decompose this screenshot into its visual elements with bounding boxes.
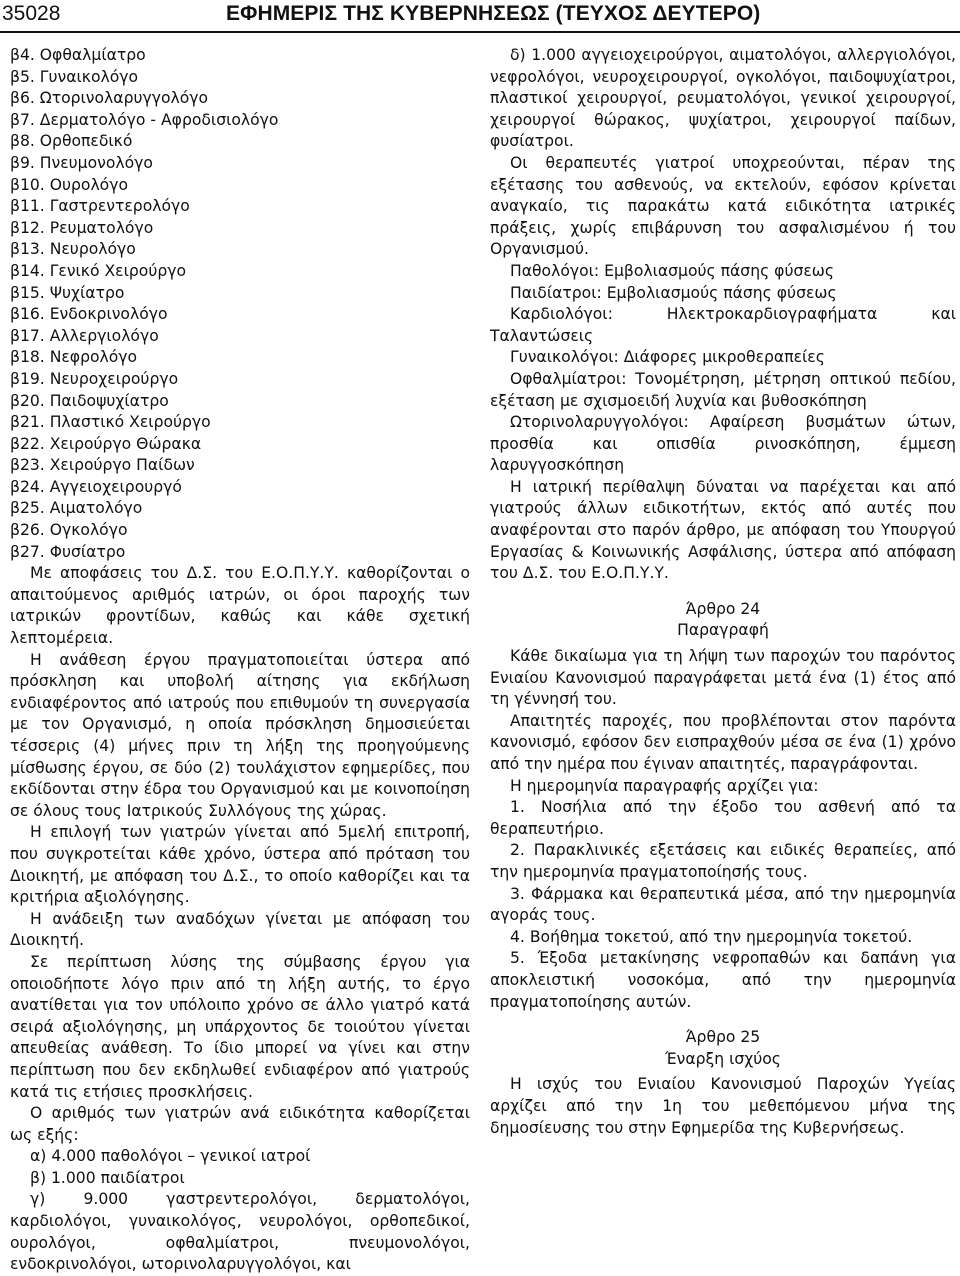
list-item: β12. Ρευματολόγο <box>10 218 154 237</box>
paragraph: Ωτορινολαρυγγολόγοι: Αφαίρεση βυσμάτων ώτων, προσθία και οπισθία ρινοσκόπηση, έμμεση λαρυγγοσκόπηση <box>490 413 956 475</box>
list-item: β4. Οφθαλμίατρο <box>10 46 146 64</box>
paragraph: 5. Έξοδα μετακίνησης νεφροπαθών και δαπάνη για αποκλειστική νοσοκόμα, από την ημερομηνία πραγματοποίησης αυτών. <box>490 949 956 1011</box>
list-item: β25. Αιματολόγο <box>10 499 143 518</box>
list-item: β19. Νευροχειρούργο <box>10 369 179 388</box>
paragraph: 4. Βοήθημα τοκετού, από την ημερομηνία τοκετού. <box>510 927 913 946</box>
list-item: β18. Νεφρολόγο <box>10 348 138 367</box>
list-item: β20. Παιδοψυχίατρο <box>10 391 169 410</box>
paragraph: Με αποφάσεις του Δ.Σ. του Ε.Ο.Π.Υ.Υ. καθορίζονται ο απαιτούμενος αριθμός ιατρών, οι όροι παροχής των ιατρικών φροντίδων, καθώς και κάθε σχετική λεπτομέρεια. <box>10 564 470 648</box>
list-item: β21. Πλαστικό Χειρούργο <box>10 413 211 432</box>
list-item: β7. Δερματολόγο - Αφροδισιολόγο <box>10 110 279 129</box>
list-item: β23. Χειρούργο Παίδων <box>10 456 195 475</box>
paragraph: 2. Παρακλινικές εξετάσεις και ειδικές θεραπείες, από την ημερομηνία πραγματοποίησής τους. <box>490 841 956 881</box>
paragraph: Η ιατρική περίθαλψη δύναται να παρέχεται και από γιατρούς άλλων ειδικοτήτων, εκτός από αυτές που αναφέρονται στο παρόν άρθρο, με απόφαση του Υπουργού Εργασίας & Κοινωνικής Ασφάλισης, ύστερα από απόφαση του Δ.Σ. του Ε.Ο.Π.Υ.Υ. <box>490 477 956 583</box>
paragraph: 1. Νοσήλια από την έξοδο του ασθενή από τα θεραπευτήριο. <box>490 798 956 838</box>
list-item: β27. Φυσίατρο <box>10 542 126 561</box>
list-item: β16. Ενδοκρινολόγο <box>10 305 168 324</box>
paragraph: Γυναικολόγοι: Διάφορες μικροθεραπείες <box>510 348 825 367</box>
paragraph: Καρδιολόγοι: Ηλεκτροκαρδιογραφήματα και Ταλαντώσεις <box>490 305 956 345</box>
paragraph: δ) 1.000 αγγειοχειρούργοι, αιματολόγοι, αλλεργιολόγοι, νεφρολόγοι, νευροχειρουργοί, ογκολόγοι, παιδοψυχίατροι, πλαστικοί χειρουργοί, ρευματολόγοι, γενικοί χειρουργοί, χειρουργοί θώρακος, ψυχίατροι, χειρουργοί παίδων, φυσίατροι. <box>490 46 956 151</box>
article-title: Άρθρο 24 <box>685 599 761 618</box>
list-item: β26. Ογκολόγο <box>10 521 128 540</box>
paragraph: β) 1.000 παιδίατροι <box>30 1168 185 1187</box>
paragraph: Η ανάδειξη των αναδόχων γίνεται με απόφαση του Διοικητή. <box>10 909 470 950</box>
paragraph: Η ανάθεση έργου πραγματοποιείται ύστερα από πρόσκληση και υποβολή αίτησης για εκδήλωση ενδιαφέροντος από ιατρούς που επιθυμούν τη συνεργασία με τον Οργανισμό, η οποία πρόσκληση δημοσιεύεται τέσσερις (4) μήνες πριν τη λήξη της προηγούμενης μίσθωσης έργου, σε δύο (2) τουλάχιστον εφημερίδες, που εκδίδονται στην έδρα του Οργανισμού και με κοινοποίηση σε όλους τους Ιατρικούς Συλλόγους της χώρας. <box>10 650 470 820</box>
paragraph: Σε περίπτωση λύσης της σύμβασης έργου για οποιοδήποτε λόγο πριν από τη λήξη αυτής, το έργο ανατίθεται για τον υπόλοιπο χρόνο σε άλλο γιατρό κατά σειρά αξιολόγησης, μη υπάρχοντος δε τοιούτου γίνεται απευθείας ανάθεση. Το ίδιο μπορεί να γίνει και στην περίπτωση που δεν εκδηλωθεί ενδιαφέρον από γιατρούς κατά τις ετήσιες προσκλήσεις. <box>10 952 470 1101</box>
paragraph: Η ημερομηνία παραγραφής αρχίζει για: <box>510 776 819 795</box>
gazette-title: ΕΦΗΜΕΡΙΣ ΤΗΣ ΚΥΒΕΡΝΗΣΕΩΣ (ΤΕΥΧΟΣ ΔΕΥΤΕΡΟ) <box>226 2 761 25</box>
list-item: β24. Αγγειοχειρουργό <box>10 477 182 496</box>
paragraph: 3. Φάρμακα και θεραπευτικά μέσα, από την ημερομηνία αγοράς τους. <box>490 884 956 925</box>
list-item: β14. Γενικό Χειρούργο <box>10 261 187 280</box>
page-header <box>0 0 960 30</box>
left-column <box>10 45 470 1276</box>
article-title: Άρθρο 25 <box>685 1028 761 1047</box>
list-item: β22. Χειρούργο Θώρακα <box>10 434 202 453</box>
paragraph: Η ισχύς του Ενιαίου Κανονισμού Παροχών Υγείας αρχίζει από την 1η του μεθεπόμενου μήνα της δημοσίευσης του στην Εφημερίδα της Κυβερνήσεως. <box>490 1075 956 1137</box>
list-item: β8. Ορθοπεδικό <box>10 132 133 151</box>
paragraph: Οι θεραπευτές γιατροί υποχρεούνται, πέραν της εξέτασης του ασθενούς, να εκτελούν, εφόσον κρίνεται αναγκαίο, τις παρακάτω κατά ειδικότητα ιατρικές πράξεις, χωρίς επιβάρυνση του ασφαλισμένου ή του Οργανισμού. <box>490 153 956 259</box>
list-item: β9. Πνευμονολόγο <box>10 153 153 172</box>
header-rule <box>0 31 960 33</box>
paragraph: Ο αριθμός των γιατρών ανά ειδικότητα καθορίζεται ως εξής: <box>10 1104 470 1144</box>
paragraph: α) 4.000 παθολόγοι – γενικοί ιατροί <box>30 1147 311 1166</box>
paragraph: Παθολόγοι: Εμβολιασμούς πάσης φύσεως <box>510 261 835 280</box>
page-number: 35028 <box>2 2 61 25</box>
right-column <box>490 45 956 1139</box>
paragraph: Παιδίατροι: Εμβολιασμούς πάσης φύσεως <box>510 283 837 302</box>
list-item: β17. Αλλεργιολόγο <box>10 326 159 345</box>
paragraph: Η επιλογή των γιατρών γίνεται από 5μελή επιτροπή, που συγκροτείται κάθε χρόνο, ύστερα από πρόταση του Διοικητή, με απόφαση του Δ.Σ., το οποίο καθορίζει και τα κριτήρια αξιολόγησης. <box>10 823 470 907</box>
paragraph: Κάθε δικαίωμα για τη λήψη των παροχών του παρόντος Ενιαίου Κανονισμού παραγράφεται μετά ένα (1) έτος από τη γέννησή του. <box>490 647 956 709</box>
article-subtitle: Παραγραφή <box>677 621 769 640</box>
list-item: β11. Γαστρεντερολόγο <box>10 197 190 216</box>
article-subtitle: Έναρξη ισχύος <box>665 1049 781 1068</box>
paragraph: γ) 9.000 γαστρεντερολόγοι, δερματολόγοι, καρδιολόγοι, γυναικολόγος, νευρολόγοι, ορθοπεδικοί, ουρολόγοι, οφθαλμίατροι, πνευμονολόγοι, ενδοκρινολόγοι, ωτορινολαρυγγολόγοι, και <box>10 1190 470 1274</box>
list-item: β10. Ουρολόγο <box>10 175 128 194</box>
paragraph: Οφθαλμίατροι: Τονομέτρηση, μέτρηση οπτικού πεδίου, εξέταση με σχισμοειδή λυχνία και βυθοσκόπηση <box>490 369 956 410</box>
list-item: β13. Νευρολόγο <box>10 240 136 259</box>
list-item: β6. Ωτορινολαρυγγολόγο <box>10 89 209 108</box>
paragraph: Απαιτητές παροχές, που προβλέπονται στον παρόντα κανονισμό, εφόσον δεν εισπραχθούν μέσα σε ένα (1) χρόνο από την ημέρα που έγιναν απαιτητές, παραγράφονται. <box>490 711 956 773</box>
list-item: β5. Γυναικολόγο <box>10 67 139 86</box>
list-item: β15. Ψυχίατρο <box>10 283 125 302</box>
